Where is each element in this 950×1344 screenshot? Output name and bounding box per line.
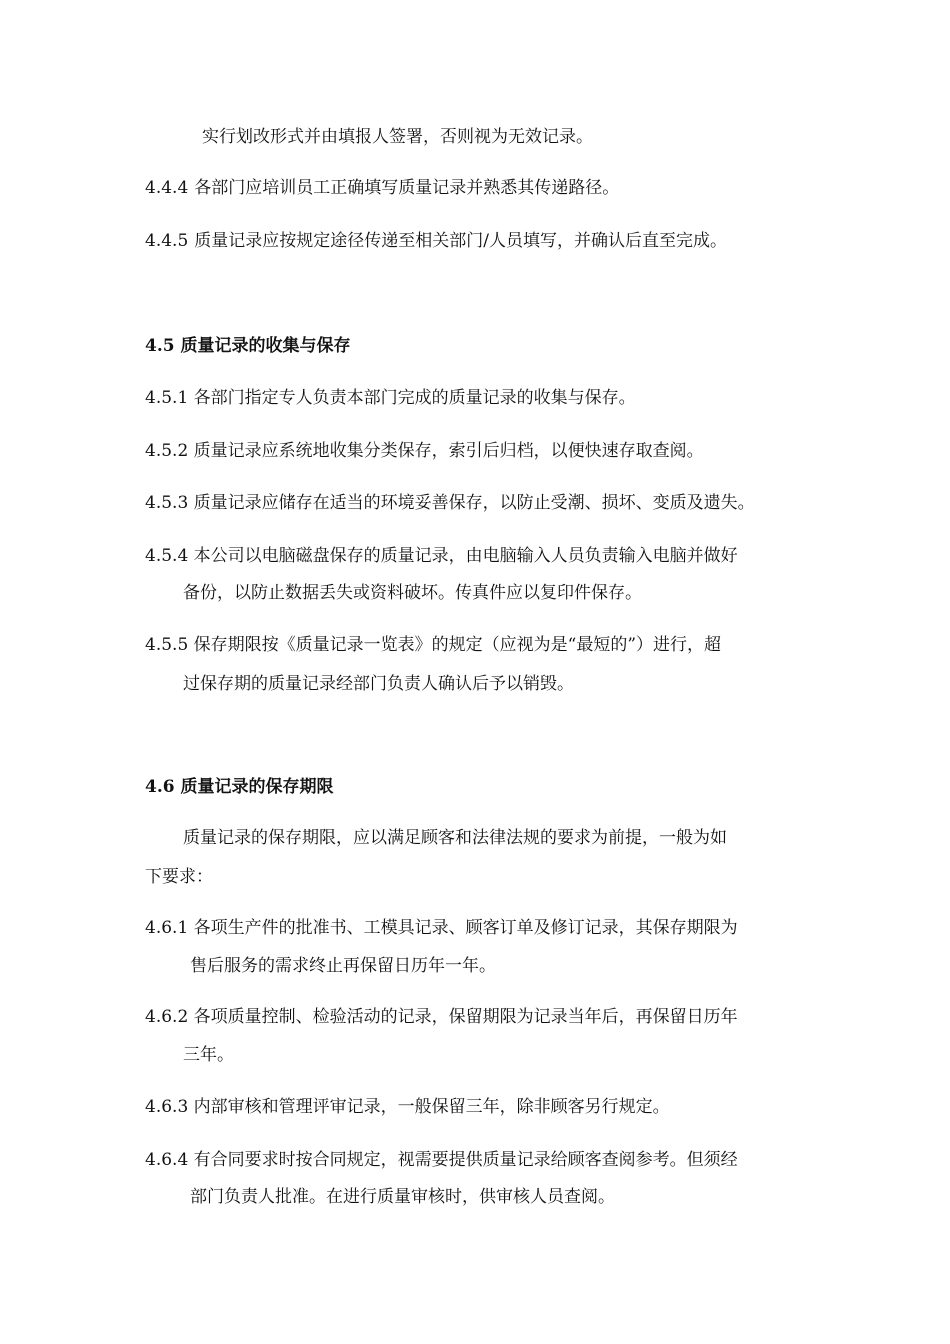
paragraph-4-5-5-line1: 4.5.5 保存期限按《质量记录一览表》的规定（应视为是“最短的”）进行，超	[145, 635, 722, 655]
paragraph-text: 质量记录应按规定途径传递至相关部门/人员填写，并确认后直至完成。	[194, 231, 727, 251]
paragraph-4-6-4-line2: 部门负责人批准。在进行质量审核时，供审核人员查阅。	[190, 1187, 615, 1207]
paragraph-text: 各部门应培训员工正确填写质量记录并熟悉其传递路径。	[194, 178, 620, 198]
paragraph-intro-line1: 质量记录的保存期限，应以满足顾客和法律法规的要求为前提，一般为如	[183, 828, 727, 848]
paragraph-4-4-5	[145, 230, 727, 252]
paragraph-line: 实行划改形式并由填报人签署，否则视为无效记录。	[202, 127, 593, 147]
section-number: 4.4.4	[145, 178, 189, 198]
paragraph-4-4-4	[145, 177, 619, 199]
section-heading-4-5: 4.5 质量记录的收集与保存	[145, 336, 351, 356]
paragraph-4-6-1-line2: 售后服务的需求终止再保留日历年一年。	[190, 956, 496, 976]
section-number: 4.4.5	[145, 231, 189, 251]
paragraph-4-6-4-line1: 4.6.4 有合同要求时按合同规定，视需要提供质量记录给顾客查阅参考。但须经	[145, 1150, 738, 1170]
paragraph-intro-line2: 下要求：	[145, 867, 213, 887]
paragraph-4-5-1: 4.5.1 各部门指定专人负责本部门完成的质量记录的收集与保存。	[145, 388, 636, 408]
paragraph-4-5-5-line2: 过保存期的质量记录经部门负责人确认后予以销毁。	[183, 674, 574, 694]
paragraph-4-5-2: 4.5.2 质量记录应系统地收集分类保存，索引后归档，以便快速存取查阅。	[145, 441, 704, 461]
paragraph-4-5-3: 4.5.3 质量记录应储存在适当的环境妥善保存，以防止受潮、损坏、变质及遗失。	[145, 493, 755, 513]
paragraph-4-5-4-line2: 备份，以防止数据丢失或资料破坏。传真件应以复印件保存。	[183, 583, 642, 603]
paragraph-4-6-1-line1: 4.6.1 各项生产件的批准书、工模具记录、顾客订单及修订记录，其保存期限为	[145, 918, 738, 938]
paragraph-4-6-2-line1: 4.6.2 各项质量控制、检验活动的记录，保留期限为记录当年后，再保留日历年	[145, 1007, 738, 1027]
section-heading-4-6: 4.6 质量记录的保存期限	[145, 777, 334, 797]
paragraph-4-5-4-line1: 4.5.4 本公司以电脑磁盘保存的质量记录，由电脑输入人员负责输入电脑并做好	[145, 546, 738, 566]
paragraph-4-6-2-line2: 三年。	[183, 1045, 234, 1065]
paragraph-4-6-3: 4.6.3 内部审核和管理评审记录，一般保留三年，除非顾客另行规定。	[145, 1097, 670, 1117]
